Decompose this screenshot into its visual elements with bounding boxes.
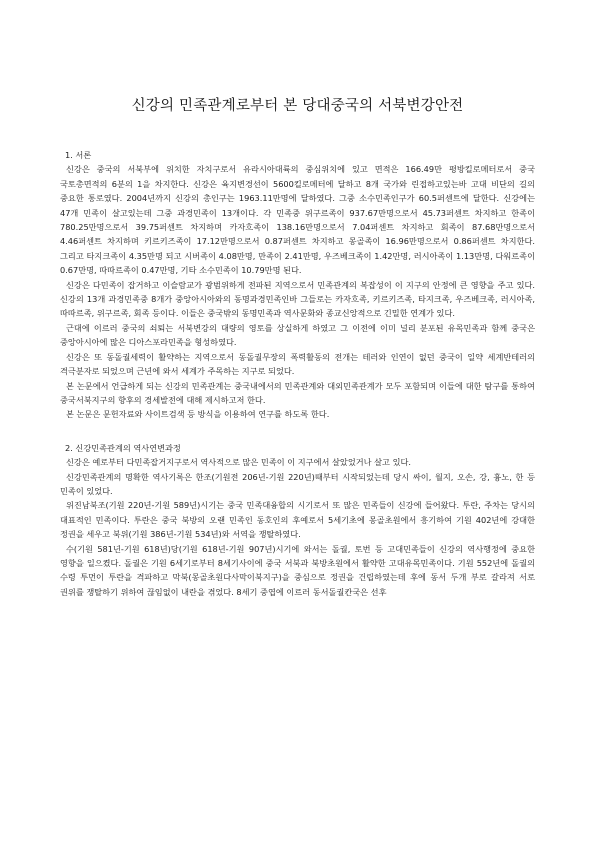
paragraph: 수(기원 581년-기원 618년)당(기원 618년-기원 907년)시기에 와서는 돌궐, 토번 등 고대민족들이 신강의 역사행정에 중요한 영향을 일으켰다. 돌궐은 기원 6세기로부터 8세기사이에 중국 서북과 북방초원에서 활약한 고대유목민족이다. 기원 552년에 돌궐의 수령 투먼이 투란을 격파하고 막북(몽골초원다사막이북지구)을 중심으로 정권을 건립하였는데 후에 동서 두개 부로 갈라져 서로 권위를 쟁탈하기 위하여 끊임없이 내란을 겪었다. 8세기 중엽에 이르러 동서돌궐칸국은 선후 [60, 543, 535, 597]
document-body [60, 148, 535, 599]
paragraph: 본 논문은 문헌자료와 사이트검색 등 방식을 이용하여 연구를 하도록 한다. [66, 409, 330, 420]
paragraph: 신강은 다민족이 잡거하고 이슬람교가 광범위하게 전파된 지역으로서 민족관계의 복잡성이 이 지구의 안정에 큰 영향을 주고 있다. 신강의 13개 과경민족중 8개가 중앙아시아와의 동명과경민족인바 그들로는 카자흐족, 키르키즈족, 타지크족, 우즈베크족, 러시아족, 따따르족, 위구르족, 회족 등이다. 이들은 중국밖의 동명민족과 역사문화와 종교신앙적으로 긴밀한 연계가 있다. [60, 279, 535, 319]
paragraph: 위진남북조(기원 220년-기원 589년)시기는 중국 민족대융합의 시기로서 또 많은 민족들이 신강에 들어왔다. 투란, 주차는 당시의 대표적인 민족이다. 투란은 중국 북방의 오랜 민족인 동호인의 후예로서 5세기초에 몽골초원에서 흥기하여 기원 402년에 강대한 정권을 세우고 북위(기원 386년-기원 534년)와 서역을 쟁탈하였다. [60, 500, 535, 540]
section-spacer [60, 422, 535, 441]
paragraph: 신강은 예로부터 다민족잡거지구로서 역사적으로 많은 민족이 이 지구에서 살았었거나 살고 있다. [66, 457, 411, 468]
paragraph: 신강은 또 동돌궐세력이 활약하는 지역으로서 동돌궐무장의 폭력활동의 전개는 테러와 인연이 없던 중국이 일약 세계반테러의 격극분자로 되었으며 근년에 와서 세계가 주목하는 지구로 되었다. [60, 351, 535, 377]
section-history [60, 441, 535, 599]
paragraph: 신강민족관계의 명확한 역사기록은 한조(기원전 206년-기원 220년)때부터 시작되었는데 당시 싸이, 월지, 오손, 강, 흉노, 한 등 민족이 있었다. [60, 471, 535, 496]
document-title: 신강의 민족관계로부터 본 당대중국의 서북변강안전 [131, 98, 464, 114]
section-introduction [60, 148, 535, 422]
paragraph: 근대에 이르러 중국의 쇠퇴는 서북변강의 대량의 영토를 상실하게 하였고 그 이전에 이미 널리 분포된 유목민족과 함께 중국은 중앙아시아에 많은 디아스포라민족을 형성하였다. [60, 322, 535, 348]
section-heading: 2. 신강민족관계의 역사연변과정 [65, 442, 181, 453]
paragraph: 본 논문에서 언급하게 되는 신강의 민족관계는 중국내에서의 민족관계와 대외민족관계가 모두 포함되며 이들에 대한 탐구를 통하여 중국서북지구의 향후의 경세발전에 대해 제시하고저 한다. [60, 380, 535, 405]
paragraph: 신강은 중국의 서북부에 위치한 자치구로서 유라시아대륙의 중심위치에 있고 면적은 166.49만 평방킬로메터로서 중국 국토총면적의 6분의 1을 차지한다. 신강은 육지변경선이 5600킬로메터에 달하고 8개 국가와 린접하고있는바 고대 비단의 길의 중요한 통로였다. 2004년까지 신강의 총인구는 1963.11만명에 달하였다. 그중 소수민족인구가 60.5퍼센트에 달한다. 신강에는 47개 민족이 살고있는데 그중 과경민족이 13개이다. 각 민족중 위구르족이 937.67만명으로서 45.73퍼센트 차지하고 한족이 780.25만명으로서 39.75퍼센트 차지하며 카자흐족이 138.16만명으로서 7.04퍼센트 차지하고 회족이 87.68만명으로서 4.46퍼센트 차지하며 키르키즈족이 17.12만명으로서 0.87퍼센트 차지하고 몽골족이 16.96만명으로서 0.86퍼센트 차지한다. 그리고 타지크족이 4.35만명 되고 시버족이 4.08만명, 만족이 2.41만명, 우즈베크족이 1.42만명, 러시아족이 1.13만명, 다워르족이 0.67만명, 따따르족이 0.47만명, 기타 소수민족이 10.79만명 된다. [60, 164, 535, 276]
section-heading: 1. 서론 [65, 150, 92, 160]
